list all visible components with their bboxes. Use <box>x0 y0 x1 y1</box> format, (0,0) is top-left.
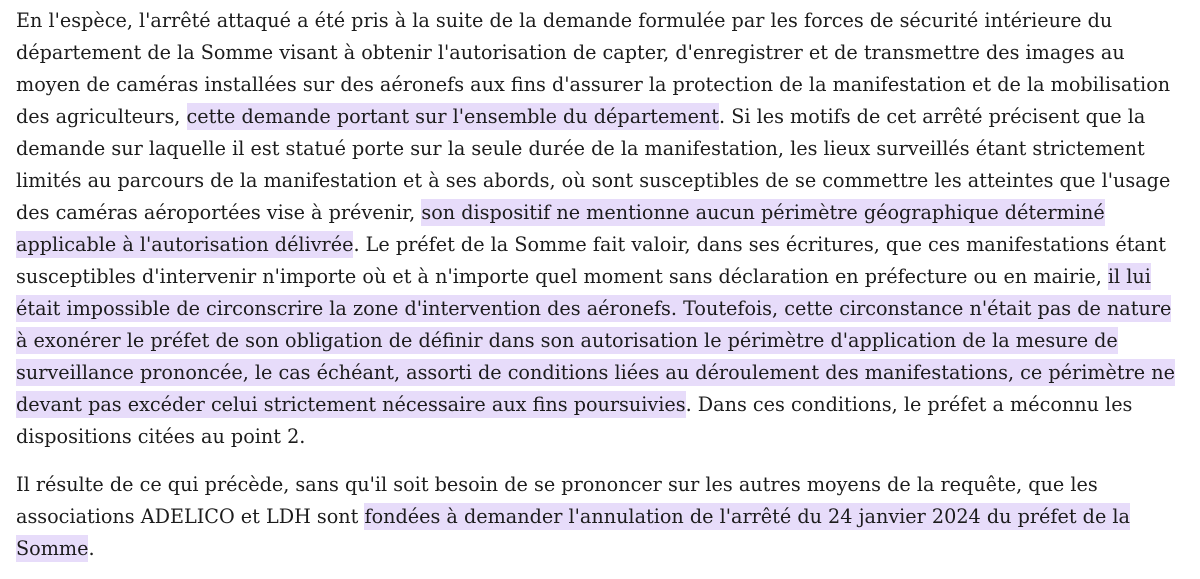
text-line <box>16 165 1192 197</box>
paragraph <box>16 5 1192 453</box>
text-line <box>16 261 1192 293</box>
highlighted-text: était impossible de circonscrire la zone d'intervention des aéronefs. Toutefois, cette circonstance n'était pas de nature <box>16 297 1172 320</box>
text-line <box>16 357 1192 389</box>
text-line <box>16 469 1192 501</box>
text-run: moyen de caméras installées sur des aéronefs aux fins d'assurer la protection de la manifestation et de la mobilisation <box>16 73 1171 96</box>
highlighted-text: à exonérer le préfet de son obligation de définir dans son autorisation le périmètre d'application de la mesure de <box>16 329 1118 352</box>
text-run: . <box>88 537 95 560</box>
text-run: des caméras aéroportées vise à prévenir, <box>16 201 422 224</box>
text-run: demande sur laquelle il est statué porte sur la seule durée de la manifestation, les lieux surveillés étant strictement <box>16 137 1145 160</box>
highlighted-text: cette demande portant sur l'ensemble du département <box>186 105 719 128</box>
text-line <box>16 229 1192 261</box>
text-run: susceptibles d'intervenir n'importe où et à n'importe quel moment sans déclaration en préfecture ou en mairie, <box>16 265 1108 288</box>
text-run: associations ADELICO et LDH sont <box>16 505 365 528</box>
text-line <box>16 37 1192 69</box>
text-line <box>16 533 1192 565</box>
text-line <box>16 421 1192 453</box>
text-run: . Si les motifs de cet arrêté précisent que la <box>719 105 1146 128</box>
text-run: dispositions citées au point 2. <box>16 425 306 448</box>
text-line <box>16 101 1192 133</box>
highlighted-text: il lui <box>1107 265 1151 288</box>
text-line <box>16 325 1192 357</box>
text-line <box>16 133 1192 165</box>
text-run: département de la Somme visant à obtenir l'autorisation de capter, d'enregistrer et de transmettre des images au <box>16 41 1125 64</box>
highlighted-text: devant pas excéder celui strictement nécessaire aux fins poursuivies <box>16 393 686 416</box>
text-line <box>16 293 1192 325</box>
text-line <box>16 69 1192 101</box>
paragraph <box>16 469 1192 565</box>
highlighted-text: applicable à l'autorisation délivrée <box>16 233 354 256</box>
text-line <box>16 5 1192 37</box>
highlighted-text: fondées à demander l'annulation de l'arrêté du 24 janvier 2024 du préfet de la <box>364 505 1130 528</box>
text-run: des agriculteurs, <box>16 105 187 128</box>
text-run: Il résulte de ce qui précède, sans qu'il soit besoin de se prononcer sur les autres moyens de la requête, que les <box>16 473 1098 496</box>
text-run: limités au parcours de la manifestation et à ses abords, où sont susceptibles de se commettre les atteintes que l'usage <box>16 169 1171 192</box>
text-line <box>16 197 1192 229</box>
text-run: . Dans ces conditions, le préfet a méconnu les <box>685 393 1133 416</box>
highlighted-text: son dispositif ne mentionne aucun périmètre géographique déterminé <box>421 201 1105 224</box>
text-run: En l'espèce, l'arrêté attaqué a été pris à la suite de la demande formulée par les forces de sécurité intérieure du <box>16 9 1113 32</box>
highlighted-text: surveillance prononcée, le cas échéant, assorti de conditions liées au déroulement des manifestations, ce périmètre ne <box>16 361 1175 384</box>
text-line <box>16 389 1192 421</box>
text-line <box>16 501 1192 533</box>
highlighted-text: Somme <box>16 537 89 560</box>
text-run: . Le préfet de la Somme fait valoir, dans ses écritures, que ces manifestations étant <box>353 233 1166 256</box>
